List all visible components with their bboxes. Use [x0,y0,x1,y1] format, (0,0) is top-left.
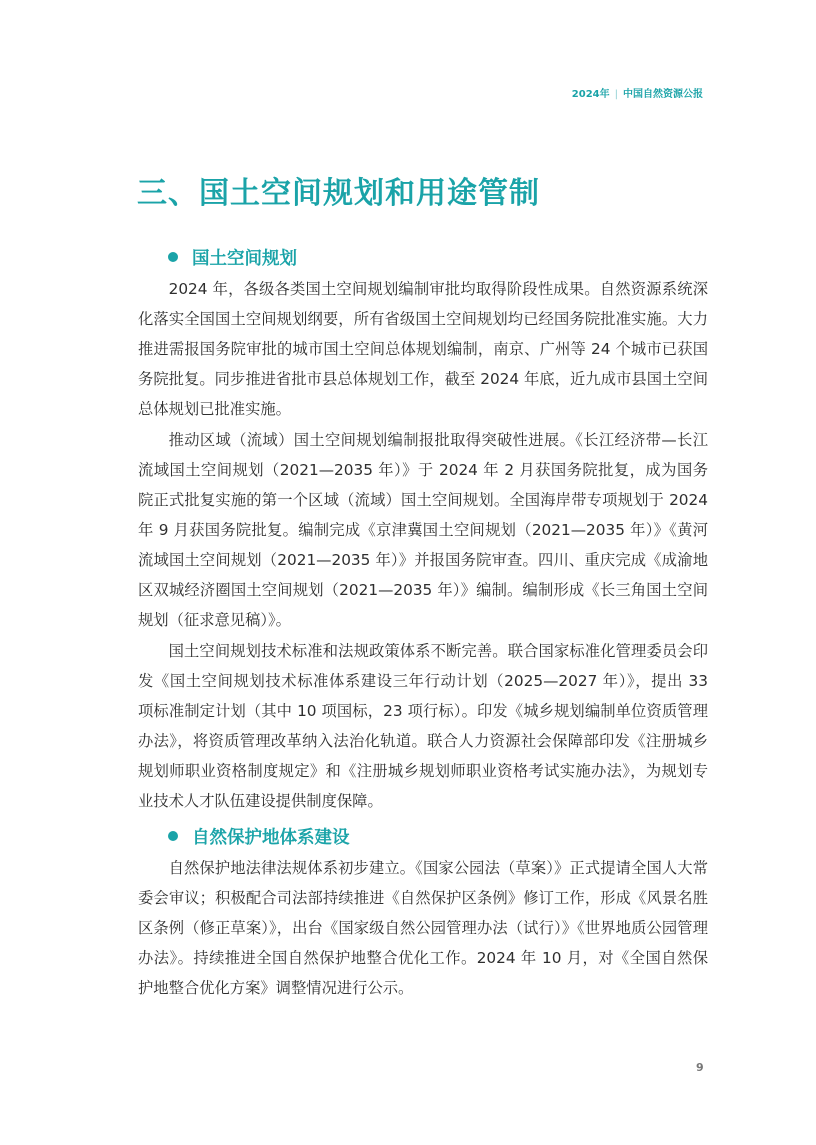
header-year: 2024年 [571,89,610,100]
section-heading [168,822,708,850]
paragraph: 自然保护地法律法规体系初步建立。《国家公园法（草案）》正式提请全国人大常委会审议；积极配合司法部持续推进《自然保护区条例》修订工作，形成《风景名胜区条例（修正草案）》，出台《国家级自然公园管理办法（试行）》《世界地质公园管理办法》。持续推进全国自然保护地整合优化工作。2024 年 10 月，对《全国自然保护地整合优化方案》调整情况进行公示。 [138,859,708,997]
page-body [138,243,708,1004]
paragraph: 2024 年，各级各类国土空间规划编制审批均取得阶段性成果。自然资源系统深化落实全国国土空间规划纲要，所有省级国土空间规划均已经国务院批准实施。大力推进需报国务院审批的城市国土空间总体规划编制，南京、广州等 24 个城市已获国务院批复。同步推进省批市县总体规划工作，截至 2024 年底，近九成市县国土空间总体规划已批准实施。 [138,280,708,418]
section-protected-areas [138,822,708,1003]
header-publication: 中国自然资源公报 [623,89,703,100]
bullet-dot-icon [168,831,178,841]
chapter-title: 三、国土空间规划和用途管制 [137,176,540,211]
header-separator: | [614,89,618,100]
paragraph: 国土空间规划技术标准和法规政策体系不断完善。联合国家标准化管理委员会印发《国土空间规划技术标准体系建设三年行动计划（2025—2027 年）》，提出 33 项标准制定计划（其中 10 项国标，23 项行标）。印发《城乡规划编制单位资质管理办法》，将资质管理改革纳入法治化轨道。联合人力资源社会保障部印发《注册城乡规划师职业资格制度规定》和《注册城乡规划师职业资格考试实施办法》，为规划专业技术人才队伍建设提供制度保障。 [138,642,708,810]
paragraph: 推动区域（流域）国土空间规划编制报批取得突破性进展。《长江经济带—长江流域国土空间规划（2021—2035 年）》于 2024 年 2 月获国务院批复，成为国务院正式批复实施的第一个区域（流域）国土空间规划。全国海岸带专项规划于 2024 年 9 月获国务院批复。编制完成《京津冀国土空间规划（2021—2035 年）》《黄河流域国土空间规划（2021—2035 年）》并报国务院审查。四川、重庆完成《成渝地区双城经济圈国土空间规划（2021—2035 年）》编制。编制形成《长三角国土空间规划（征求意见稿）》。 [138,431,708,629]
section-heading-label: 自然保护地体系建设 [192,827,350,848]
page-number: 9 [696,1061,704,1074]
bullet-dot-icon [168,252,178,262]
section-heading [168,243,708,271]
running-header [572,85,703,100]
section-heading-label: 国土空间规划 [192,248,297,269]
section-spatial-planning [138,243,708,816]
